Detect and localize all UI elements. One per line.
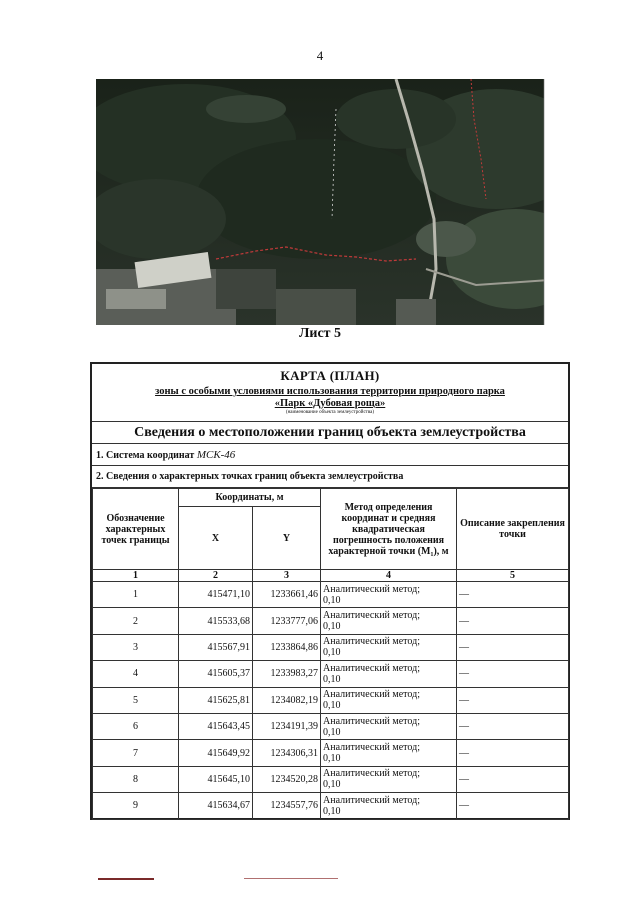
method-text: Аналитический метод;	[323, 636, 420, 648]
point-number: 9	[93, 793, 179, 819]
point-description: —	[457, 661, 569, 687]
table-row	[93, 766, 569, 792]
method-cell	[321, 687, 457, 713]
point-number: 6	[93, 713, 179, 739]
col-header-point: Обозначение характерных точек границы	[93, 489, 179, 570]
coord-y: 1234306,31	[253, 740, 321, 766]
col-header-method: Метод определения координат и средняя квадратическая погрешность положения характерной точки (M₁), м	[321, 489, 457, 570]
footer-rule	[244, 878, 338, 879]
coord-y: 1233983,27	[253, 661, 321, 687]
method-text: Аналитический метод;	[323, 742, 420, 754]
method-text: Аналитический метод;	[323, 610, 420, 622]
coordinate-system-label: 1. Система координат	[96, 450, 195, 461]
table-row	[93, 713, 569, 739]
point-number: 1	[93, 582, 179, 608]
method-cell	[321, 793, 457, 819]
table-row	[93, 687, 569, 713]
point-description: —	[457, 608, 569, 634]
coordinate-system-value: МСК-46	[196, 449, 236, 461]
coord-y: 1234557,76	[253, 793, 321, 819]
method-cell	[321, 713, 457, 739]
col-header-x: X	[179, 507, 253, 570]
point-description: —	[457, 687, 569, 713]
table-row	[93, 582, 569, 608]
method-error: 0,10	[323, 673, 341, 685]
method-cell	[321, 661, 457, 687]
method-text: Аналитический метод;	[323, 715, 420, 727]
column-number: 1	[93, 570, 179, 582]
page-number: 4	[316, 48, 324, 63]
coord-x: 415471,10	[179, 582, 253, 608]
coord-x: 415605,37	[179, 661, 253, 687]
form-header	[92, 364, 568, 422]
point-number: 8	[93, 766, 179, 792]
method-error: 0,10	[323, 753, 341, 765]
table-row	[93, 634, 569, 660]
method-text: Аналитический метод;	[323, 662, 420, 674]
coord-y: 1233777,06	[253, 608, 321, 634]
point-description: —	[457, 582, 569, 608]
method-error: 0,10	[323, 779, 341, 791]
method-error: 0,10	[323, 621, 341, 633]
section-title: Сведения о местоположении границ объекта землеустройства	[92, 422, 568, 444]
column-number: 5	[457, 570, 569, 582]
form-subtitle-line1: зоны с особыми условиями использования территории природного парка	[155, 386, 505, 397]
method-error: 0,10	[323, 726, 341, 738]
method-cell	[321, 740, 457, 766]
table-row	[93, 661, 569, 687]
satellite-map-image	[96, 79, 564, 325]
coord-x: 415533,68	[179, 608, 253, 634]
method-error: 0,10	[323, 647, 341, 659]
method-text: Аналитический метод;	[323, 768, 420, 780]
form-title: КАРТА (ПЛАН)	[280, 368, 380, 383]
point-description: —	[457, 766, 569, 792]
point-number: 4	[93, 661, 179, 687]
point-description: —	[457, 713, 569, 739]
point-description: —	[457, 740, 569, 766]
coord-y: 1234082,19	[253, 687, 321, 713]
col-header-coords: Координаты, м	[179, 489, 321, 507]
coord-y: 1234191,39	[253, 713, 321, 739]
col-header-y: Y	[253, 507, 321, 570]
point-number: 3	[93, 634, 179, 660]
coord-x: 415625,81	[179, 687, 253, 713]
column-numbers-row	[93, 570, 569, 582]
coord-y: 1234520,28	[253, 766, 321, 792]
boundary-points-table	[92, 488, 569, 820]
table-row	[93, 740, 569, 766]
point-number: 5	[93, 687, 179, 713]
coord-y: 1233661,46	[253, 582, 321, 608]
column-number: 4	[321, 570, 457, 582]
sheet-label: Лист 5	[298, 326, 342, 341]
coordinate-system-row	[92, 444, 568, 466]
method-cell	[321, 766, 457, 792]
method-cell	[321, 634, 457, 660]
point-description: —	[457, 634, 569, 660]
coord-x: 415645,10	[179, 766, 253, 792]
footer-rule	[98, 878, 154, 880]
column-number: 2	[179, 570, 253, 582]
form-subtitle-line2: «Парк «Дубовая роща»	[274, 398, 386, 409]
method-error: 0,10	[323, 805, 341, 817]
points-section-label: 2. Сведения о характерных точках границ объекта землеустройства	[92, 466, 568, 488]
column-number: 3	[253, 570, 321, 582]
method-error: 0,10	[323, 700, 341, 712]
method-error: 0,10	[323, 594, 341, 606]
form-caption: (наименование объекта землеустройства)	[285, 410, 375, 415]
coord-y: 1233864,86	[253, 634, 321, 660]
method-cell	[321, 608, 457, 634]
coord-x: 415643,45	[179, 713, 253, 739]
point-description: —	[457, 793, 569, 819]
table-row	[93, 793, 569, 819]
point-number: 2	[93, 608, 179, 634]
col-header-description: Описание закрепления точки	[457, 489, 569, 570]
method-cell	[321, 582, 457, 608]
method-text: Аналитический метод;	[323, 689, 420, 701]
point-number: 7	[93, 740, 179, 766]
table-row	[93, 608, 569, 634]
method-text: Аналитический метод;	[323, 583, 420, 595]
coord-x: 415634,67	[179, 793, 253, 819]
coord-x: 415567,91	[179, 634, 253, 660]
map-plan-form	[90, 362, 570, 820]
method-text: Аналитический метод;	[323, 794, 420, 806]
coord-x: 415649,92	[179, 740, 253, 766]
satellite-map	[96, 79, 564, 325]
